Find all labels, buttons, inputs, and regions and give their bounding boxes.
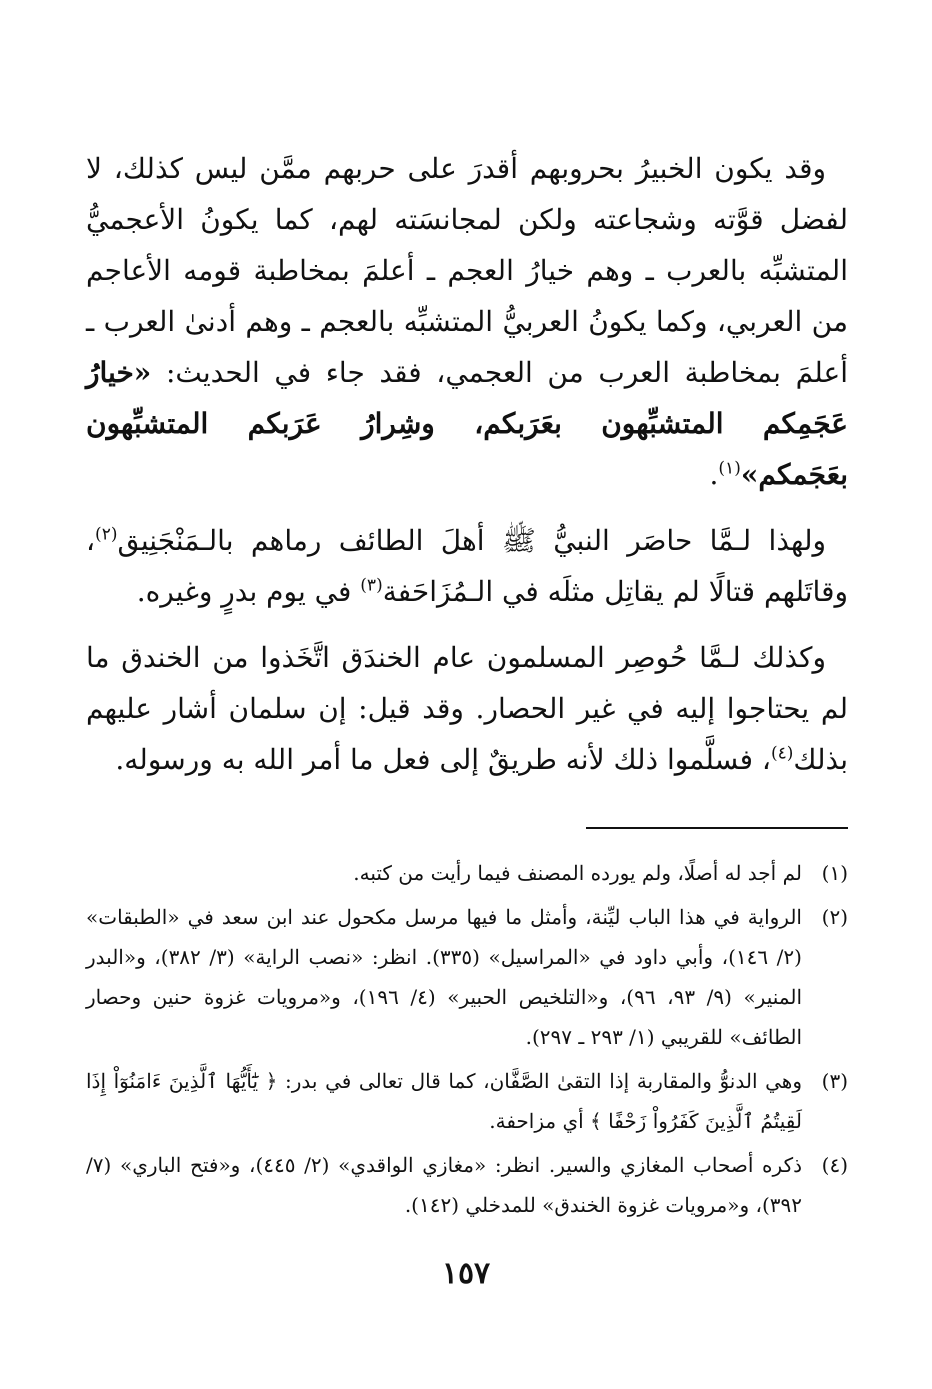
paragraph-2-text-c: في يوم بدرٍ وغيره. <box>136 575 361 608</box>
footnote-3 <box>86 1061 848 1141</box>
footnote-divider <box>586 827 848 829</box>
footnote-1 <box>86 853 848 893</box>
paragraph-2 <box>86 515 848 617</box>
footnote-text: ذكره أصحاب المغازي والسير. انظر: «مغازي الواقدي» (٢/ ٤٤٥)، و«فتح الباري» (٧/ ٣٩٢)، و«مرويات غزوة الخندق» للمدخلي (١٤٢). <box>86 1153 802 1217</box>
footnote-text: وهي الدنوُّ والمقاربة إذا التقىٰ الصَّفَّان، كما قال تعالى في بدر: ﴿ يَٰٓأَيُّهَا ٱلَّذِينَ ءَامَنُوٓاْ إِذَا لَقِيتُمُ ٱلَّذِينَ كَفَرُواْ زَحْفًا ﴾ أي مزاحفة. <box>86 1069 802 1133</box>
paragraph-2-text-a: ولهذا لـمَّا حاصَر النبيُّ ﷺ أهلَ الطائف رماهم بالـمَنْجَنِيق <box>117 524 826 557</box>
footnote-number: (٤) <box>821 1153 848 1177</box>
paragraph-3-text-b: ، فسلَّموا ذلك لأنه طريقٌ إلى فعل ما أمر الله به ورسوله. <box>115 743 771 776</box>
footnote-ref-1[interactable]: (١) <box>718 458 741 479</box>
footnote-number: (٢) <box>821 905 848 929</box>
paragraph-3 <box>86 632 848 785</box>
paragraph-1-end: . <box>709 458 719 491</box>
paragraph-2-text-b: ، وقاتَلهم قتالًا لم يقاتِل مثلَه في الـمُزَاحَفة <box>86 524 848 608</box>
footnote-number: (٣) <box>821 1069 848 1093</box>
footnote-4 <box>86 1145 848 1225</box>
footnote-number: (١) <box>821 861 848 885</box>
paragraph-3-text-a: وكذلك لـمَّا حُوصِر المسلمون عام الخندَق اتَّخَذوا من الخندق ما لم يحتاجوا إليه في غير الحصار. وقد قيل: إن سلمان أشار عليهم بذلك <box>86 641 848 776</box>
footnote-text: الرواية في هذا الباب ليِّنة، وأمثل ما فيها مرسل مكحول عند ابن سعد في «الطبقات» (٢/ ١٤٦)، وأبي داود في «المراسيل» (٣٣٥). انظر: «نصب الراية» (٣/ ٣٨٢)، و«البدر المنير» (٩/ ٩٣، ٩٦)، و«التلخيص الحبير» (٤/ ١٩٦)، و«مرويات غزوة حنين وحصار الطائف» للقريبي (١/ ٢٩٣ ـ ٢٩٧). <box>86 905 803 1049</box>
hadith-quote: «خيارُ عَجَمِكم المتشبِّهون بعَرَبكم، وشِرارُ عَرَبكم المتشبِّهون بعَجَمكم» <box>86 356 848 491</box>
footnote-ref-3[interactable]: (٣) <box>360 575 383 596</box>
footnote-2 <box>86 897 848 1057</box>
main-text <box>86 143 848 800</box>
paragraph-1-text: وقد يكون الخبيرُ بحروبهم أقدرَ على حربهم ممَّن ليس كذلك، لا لفضل قوَّته وشجاعته ولكن لمجانسَته لهم، كما يكونُ الأعجميُّ المتشبِّه بالعرب ـ وهم خيارُ العجم ـ أعلمَ بمخاطبة قومه الأعاجم من العربي، وكما يكونُ العربيُّ المتشبِّه بالعجم ـ وهم أدنىٰ العرب ـ أعلمَ بمخاطبة العرب من العجمي، فقد جاء في الحديث: <box>86 152 848 389</box>
footnote-ref-2[interactable]: (٢) <box>95 524 118 545</box>
paragraph-1 <box>86 143 848 500</box>
footnotes-section <box>86 853 848 1229</box>
page-number: ١٥٧ <box>441 1256 491 1291</box>
footnote-text: لم أجد له أصلًا، ولم يورده المصنف فيما رأيت من كتبه. <box>353 861 802 885</box>
footnote-ref-4[interactable]: (٤) <box>770 743 794 764</box>
